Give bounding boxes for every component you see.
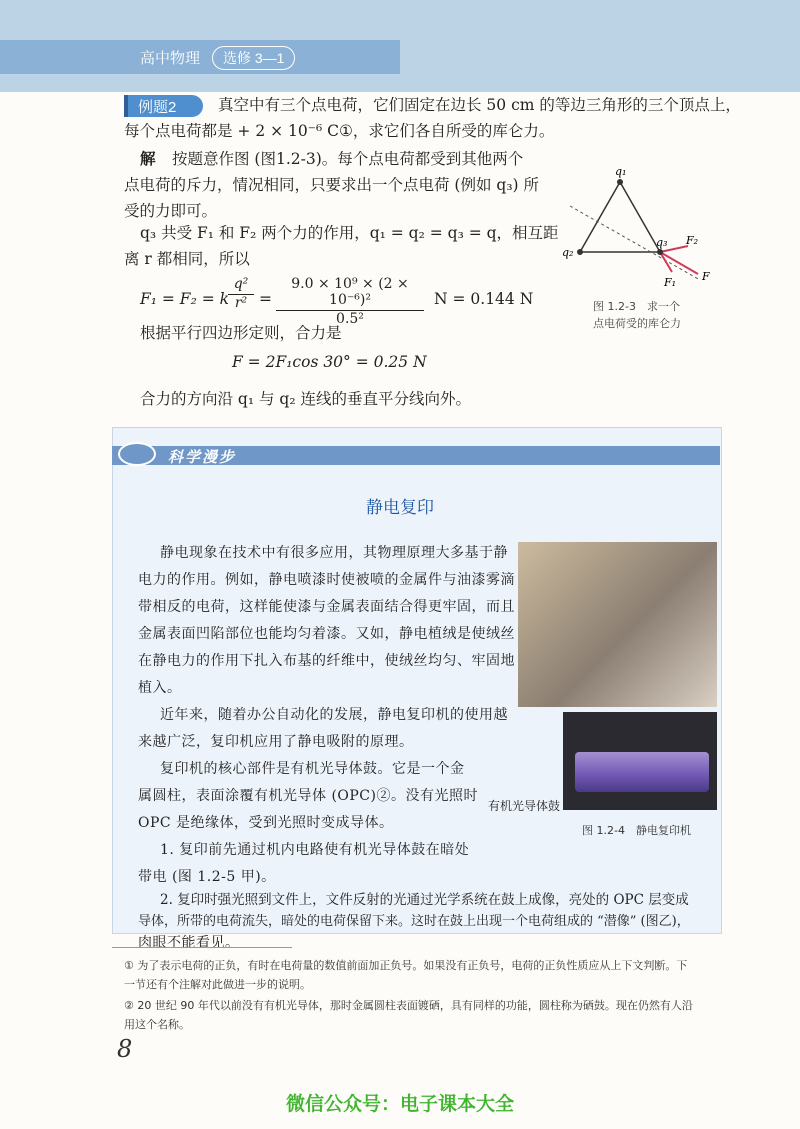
para1-line-2: 电力的作用。例如，静电喷漆时使被喷的金属件与油漆雾滴 [138, 572, 515, 588]
solution-line-5: 离 r 都相同，所以 [124, 250, 250, 268]
charge-q1 [617, 179, 623, 185]
bisector-dashed [570, 206, 700, 280]
charge-q2 [577, 249, 583, 255]
footnote-1-line-1: ① 为了表示电荷的正负，有时在电荷量的数值前面加正负号。如果没有正负号，电荷的正负性质应从上下文判断。下 [124, 959, 688, 972]
eq1-left: F₁ = F₂ = k [140, 290, 230, 308]
para5-line-1: 2. 复印时强光照到文件上，文件反射的光通过光学系统在鼓上成像，亮处的 OPC 层变成 [160, 892, 689, 908]
example-tag [124, 95, 203, 117]
para2-line-1: 近年来，随着办公自动化的发展，静电复印机的使用越 [160, 707, 508, 723]
solution-line-3: 受的力即可。 [124, 202, 218, 220]
eq1-den2: 0.5² [336, 311, 364, 327]
watermark-text: 微信公众号：电子课本大全 [285, 1093, 514, 1115]
para3-line-2: 属圆柱，表面涂覆有机光导体 (OPC)②。没有光照时 [138, 788, 478, 804]
para2-line-2: 来越广泛，复印机应用了静电吸附的原理。 [138, 734, 414, 750]
eq1-result: N = 0.144 N [434, 290, 534, 308]
para4-line-2: 带电 (图 1.2-5 甲)。 [138, 869, 276, 885]
para5-line-3: 肉眼不能看见。 [138, 935, 240, 951]
eq1-equals: = [259, 290, 272, 308]
charge-q3 [657, 249, 663, 255]
solution-line-6: 根据平行四边形定则，合力是 [140, 324, 342, 342]
para1-line-6: 植入。 [138, 680, 182, 696]
label-q2: q₂ [562, 246, 574, 259]
footnote-1-line-2: 一节还有个注解对此做进一步的说明。 [124, 978, 311, 991]
page-number: 8 [117, 1035, 133, 1063]
para4-line-1: 1. 复印前先通过机内电路使有机光导体鼓在暗处 [160, 842, 470, 858]
figure3-caption [593, 298, 681, 332]
label-f: F [702, 270, 710, 283]
para1-line-5: 在静电力的作用下扎入布基的纤维中，使绒丝均匀、牢固地 [138, 653, 515, 669]
para1-line-4: 金属表面凹陷部位也能均匀着漆。又如，静电植绒是使绒丝 [138, 626, 515, 642]
article-title: 静电复印 [366, 498, 434, 518]
eq1-num: q² [233, 276, 249, 292]
header-subject: 高中物理 [140, 50, 201, 67]
eq1-den: r² [234, 295, 248, 311]
solution-lead: 解 [140, 149, 156, 168]
science-box-section-title: 科学漫步 [168, 448, 237, 466]
solution-line-7: 合力的方向沿 q₁ 与 q₂ 连线的垂直平分线向外。 [140, 390, 471, 408]
para5-line-2: 导体，所带的电荷流失，暗处的电荷保留下来。这时在鼓上出现一个电荷组成的 “潜像” (图乙)， [138, 914, 690, 929]
example-line-2: 每个点电荷都是 + 2 × 10⁻⁶ C①，求它们各自所受的库仑力。 [124, 122, 555, 140]
triangle-figure [560, 160, 720, 300]
para1-line-1: 静电现象在技术中有很多应用，其物理原理大多基于静 [160, 545, 508, 561]
triangle-side-top-left [580, 182, 620, 252]
solution-line-4: q₃ 共受 F₁ 和 F₂ 两个力的作用，q₁ = q₂ = q₃ = q，相互距 [140, 224, 559, 242]
label-q1: q₁ [615, 165, 627, 178]
drum-label: 有机光导体鼓 [488, 799, 561, 813]
label-f1: F₁ [664, 276, 677, 289]
header-badge: 选修 3—1 [212, 46, 295, 70]
photocopier-photo [518, 542, 717, 707]
eq2: F = 2F₁cos 30° = 0.25 N [232, 353, 427, 371]
footnote-2-line-1: ② 20 世纪 90 年代以前没有有机光导体，那时金属圆柱表面镀硒，具有同样的功能，圆柱称为硒鼓。现在仍然有人沿 [124, 999, 693, 1012]
label-q3: q₃ [656, 236, 668, 249]
para3-line-1: 复印机的核心部件是有机光导体鼓。它是一个金 [160, 761, 465, 777]
para1-line-3: 带相反的电荷，这样能使漆与金属表面结合得更牢固，而且 [138, 599, 515, 615]
example-line-1: 真空中有三个点电荷，它们固定在边长 50 cm 的等边三角形的三个顶点上， [218, 96, 741, 114]
solution-line-2: 点电荷的斥力，情况相同，只要求出一个点电荷 (例如 q₃) 所 [124, 176, 540, 194]
eq1-fraction-symbolic [228, 276, 254, 311]
triangle-side-top-right [620, 182, 660, 252]
para3-line-3: OPC 是绝缘体，受到光照时变成导体。 [138, 815, 394, 831]
science-box-bubble-icon [118, 442, 156, 466]
solution-line-1: 按题意作图 (图1.2-3)。每个点电荷都受到其他两个 [172, 150, 524, 168]
label-f2: F₂ [686, 234, 699, 247]
eq1-num2: 9.0 × 10⁹ × (2 × 10⁻⁶)² [291, 276, 409, 308]
footnote-rule [112, 947, 292, 948]
figure3-caption-line-1: 图 1.2-3 求一个 [593, 300, 680, 313]
footnote-2-line-2: 用这个名称。 [124, 1018, 190, 1031]
header-band [0, 0, 800, 92]
header-tab [0, 40, 400, 74]
drum-photo [563, 712, 717, 810]
figure4-caption: 图 1.2-4 静电复印机 [582, 824, 691, 837]
example-tag-label: 例题2 [138, 99, 177, 116]
figure3-caption-line-2: 点电荷受的库仑力 [593, 317, 681, 330]
drum-cylinder [575, 752, 709, 792]
